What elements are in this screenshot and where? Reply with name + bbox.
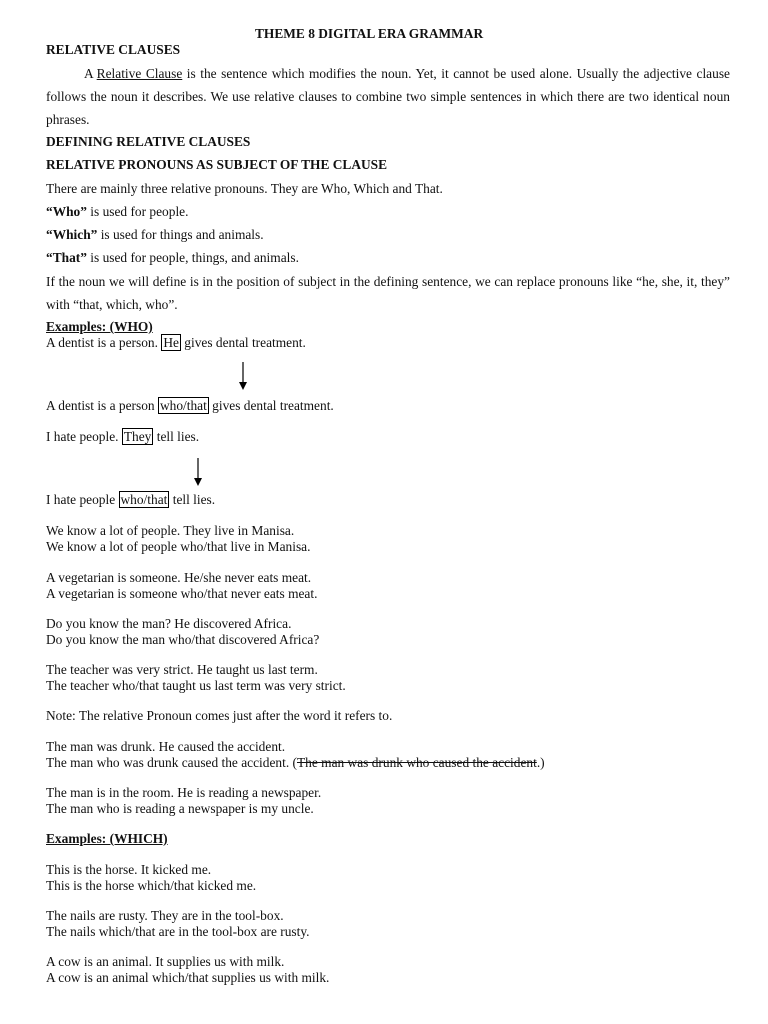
subject-rule-paragraph: If the noun we will define is in the position of subject in the defining sentence, we can replace pronouns like “he, she, it, they” with “that, which, who”. — [46, 274, 730, 312]
who-rule-text: is used for people. — [86, 204, 189, 219]
example-dentist-a — [46, 336, 306, 349]
example-sentence: The teacher who/that taught us last term was very strict. — [46, 678, 346, 693]
ex-text: gives dental treatment. — [208, 398, 334, 413]
example-drunk-combined — [46, 756, 545, 769]
ex-text: A dentist is a person — [46, 398, 158, 413]
example-sentence: The man was drunk. He caused the accident. — [46, 739, 286, 754]
who-rule — [46, 205, 188, 218]
example-sentence: The nails which/that are in the tool-box are rusty. — [46, 924, 310, 939]
relative-clause-term: Relative Clause — [96, 66, 183, 81]
example-sentence: A cow is an animal which/that supplies us with milk. — [46, 970, 330, 985]
which-rule — [46, 228, 264, 241]
ex-text: A dentist is a person. — [46, 335, 162, 350]
example-sentence: This is the horse. It kicked me. — [46, 862, 212, 877]
example-sentence: The man is in the room. He is reading a newspaper. — [46, 785, 322, 800]
that-rule — [46, 251, 299, 264]
example-dentist-b — [46, 399, 334, 412]
boxed-pronoun: who/that — [120, 492, 168, 507]
arrow-down-icon — [193, 458, 203, 488]
boxed-pronoun: He — [163, 335, 179, 350]
note-text: Note: The relative Pronoun comes just after the word it refers to. — [46, 708, 393, 723]
intro-a: A — [84, 66, 94, 81]
examples-who-heading: Examples: (WHO) — [46, 319, 153, 334]
example-sentence: A vegetarian is someone who/that never eats meat. — [46, 586, 318, 601]
who-term: “Who” — [46, 204, 87, 219]
that-term: “That” — [46, 250, 87, 265]
ex-text: I hate people. — [46, 429, 122, 444]
example-sentence: We know a lot of people who/that live in Manisa. — [46, 539, 311, 554]
struck-incorrect-sentence: The man was drunk who caused the accident — [296, 755, 537, 770]
arrow-down-icon — [238, 362, 248, 392]
heading-defining: DEFINING RELATIVE CLAUSES — [46, 134, 251, 149]
heading-pronouns-subject: RELATIVE PRONOUNS AS SUBJECT OF THE CLAUSE — [46, 157, 388, 172]
boxed-pronoun: They — [123, 429, 152, 444]
ex-text: The man who was drunk caused the accident. ( — [46, 755, 297, 770]
boxed-pronoun: who/that — [159, 398, 207, 413]
example-sentence: A vegetarian is someone. He/she never eats meat. — [46, 570, 312, 585]
heading-relative-clauses: RELATIVE CLAUSES — [46, 42, 181, 57]
example-sentence: A cow is an animal. It supplies us with milk. — [46, 954, 285, 969]
example-sentence: This is the horse which/that kicked me. — [46, 878, 257, 893]
examples-which-heading: Examples: (WHICH) — [46, 831, 168, 846]
that-rule-text: is used for people, things, and animals. — [86, 250, 299, 265]
example-sentence: The teacher was very strict. He taught us last term. — [46, 662, 318, 677]
three-pronouns-text: There are mainly three relative pronouns. They are Who, Which and That. — [46, 181, 443, 196]
example-sentence: The man who is reading a newspaper is my uncle. — [46, 801, 314, 816]
example-sentence: Do you know the man? He discovered Africa. — [46, 616, 292, 631]
example-sentence: We know a lot of people. They live in Manisa. — [46, 523, 295, 538]
example-people-a — [46, 430, 199, 443]
which-rule-text: is used for things and animals. — [97, 227, 264, 242]
example-sentence: The nails are rusty. They are in the tool-box. — [46, 908, 284, 923]
ex-text: I hate people — [46, 492, 119, 507]
intro-rest: is the sentence which modifies the noun. Yet, it cannot be used alone. Usually the adjective clause follows the noun it describes. We use relative clauses to combine two simple sentences in which there are two identical noun phrases. — [46, 66, 730, 127]
ex-text: .) — [536, 755, 545, 770]
ex-text: tell lies. — [153, 429, 200, 444]
intro-paragraph — [46, 62, 730, 131]
ex-text: tell lies. — [169, 492, 216, 507]
page-title: THEME 8 DIGITAL ERA GRAMMAR — [255, 26, 484, 41]
example-sentence: Do you know the man who/that discovered Africa? — [46, 632, 320, 647]
example-people-b — [46, 493, 215, 506]
which-term: “Which” — [46, 227, 98, 242]
ex-text: gives dental treatment. — [180, 335, 306, 350]
